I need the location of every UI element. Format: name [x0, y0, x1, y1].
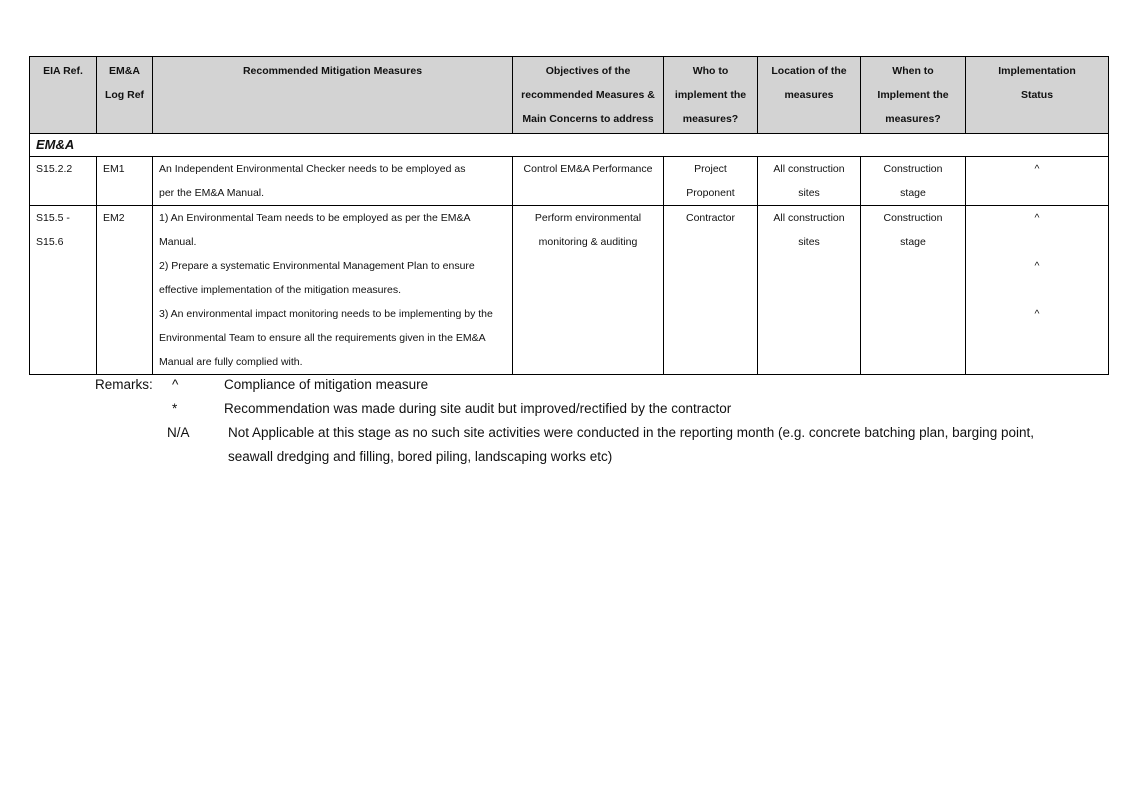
cell-line: Contractor	[685, 212, 736, 224]
cell-line	[972, 278, 1102, 302]
remark-text: Recommendation was made during site audit but improved/rectified by the contractor	[224, 401, 732, 416]
cell-line: Manual.	[159, 236, 197, 248]
location-cell	[758, 157, 861, 206]
cell-line: Project	[694, 163, 727, 175]
measures-cell	[153, 157, 513, 206]
header-measures	[153, 57, 513, 134]
cell-line: Objectives of the	[545, 65, 631, 77]
cell-line: Status	[1020, 89, 1054, 101]
remark-text: Not Applicable at this stage as no such site activities were conducted in the reporting month (e.g. concrete batching plan, barging point,	[228, 425, 1034, 440]
remark-text: Compliance of mitigation measure	[224, 377, 429, 392]
cell-line: ^	[1034, 212, 1040, 224]
cell-line: S15.5 -	[36, 212, 70, 224]
cell-line: Construction	[883, 212, 943, 224]
when-cell	[861, 157, 966, 206]
cell-line: Construction	[883, 163, 943, 175]
cell-line: Implement the	[877, 89, 949, 101]
cell-line: measures?	[682, 113, 739, 125]
location-cell	[758, 206, 861, 375]
cell-line: sites	[798, 236, 820, 248]
cell-line: All construction	[773, 163, 845, 175]
header-eia-ref	[30, 57, 97, 134]
when-cell	[861, 206, 966, 375]
section-row	[30, 134, 1109, 157]
cell-line: Recommended Mitigation Measures	[242, 65, 423, 77]
table-header-row	[30, 57, 1109, 134]
cell-line: Environmental Team to ensure all the requirements given in the EM&A	[159, 332, 486, 344]
log-ref-cell	[97, 206, 153, 375]
eia-ref-cell	[30, 157, 97, 206]
log-ref-cell	[97, 157, 153, 206]
table-row	[30, 206, 1109, 375]
who-cell	[664, 206, 758, 375]
header-objectives	[513, 57, 664, 134]
cell-line: An Independent Environmental Checker needs to be employed as	[159, 163, 466, 175]
cell-line: measures	[784, 89, 834, 101]
cell-line: When to	[892, 65, 934, 77]
header-log-ref	[97, 57, 153, 134]
cell-line: per the EM&A Manual.	[159, 187, 265, 199]
status-cell	[966, 157, 1109, 206]
remark-symbol: N/A	[167, 425, 190, 440]
header-who	[664, 57, 758, 134]
mitigation-measures-table	[29, 56, 1109, 375]
cell-line: stage	[900, 236, 926, 248]
cell-line: Control EM&A Performance	[523, 163, 653, 175]
cell-line: Proponent	[686, 187, 735, 199]
cell-line: EM2	[103, 212, 125, 224]
remark-text: seawall dredging and filling, bored piling, landscaping works etc)	[228, 449, 613, 464]
cell-line: ^	[1034, 260, 1040, 272]
cell-line: EIA Ref.	[43, 65, 83, 77]
cell-line: Perform environmental	[534, 212, 642, 224]
table-row	[30, 157, 1109, 206]
eia-ref-cell	[30, 206, 97, 375]
cell-line: Implementation	[998, 65, 1076, 77]
cell-line	[972, 230, 1102, 254]
cell-line: stage	[900, 187, 926, 199]
cell-line: Who to	[692, 65, 729, 77]
cell-line: 3) An environmental impact monitoring needs to be implementing by the	[159, 308, 493, 320]
cell-line: effective implementation of the mitigation measures.	[159, 284, 402, 296]
measures-cell	[153, 206, 513, 375]
who-cell	[664, 157, 758, 206]
cell-line: ^	[1034, 163, 1040, 175]
cell-line: monitoring & auditing	[538, 236, 638, 248]
cell-line: sites	[798, 187, 820, 199]
remark-symbol: ^	[172, 377, 179, 392]
objectives-cell	[513, 157, 664, 206]
remark-symbol: *	[172, 401, 178, 416]
cell-line: implement the	[674, 89, 747, 101]
cell-line: S15.2.2	[36, 163, 73, 175]
header-status	[966, 57, 1109, 134]
cell-line: Location of the	[771, 65, 847, 77]
section-title: EM&A	[30, 134, 1109, 157]
status-cell	[966, 206, 1109, 375]
cell-line: 2) Prepare a systematic Environmental Management Plan to ensure	[159, 260, 475, 272]
cell-line: All construction	[773, 212, 845, 224]
remarks-label: Remarks:	[95, 377, 153, 392]
cell-line: ^	[1034, 308, 1040, 320]
cell-line: Main Concerns to address	[522, 113, 654, 125]
header-when	[861, 57, 966, 134]
cell-line: S15.6	[36, 236, 64, 248]
cell-line: Log Ref	[104, 89, 145, 101]
cell-line: EM1	[103, 163, 125, 175]
objectives-cell	[513, 206, 664, 375]
header-location	[758, 57, 861, 134]
cell-line: Manual are fully complied with.	[159, 356, 303, 368]
cell-line: EM&A	[109, 65, 140, 77]
cell-line: recommended Measures &	[521, 89, 655, 101]
cell-line: 1) An Environmental Team needs to be employed as per the EM&A	[159, 212, 471, 224]
cell-line: measures?	[885, 113, 941, 125]
